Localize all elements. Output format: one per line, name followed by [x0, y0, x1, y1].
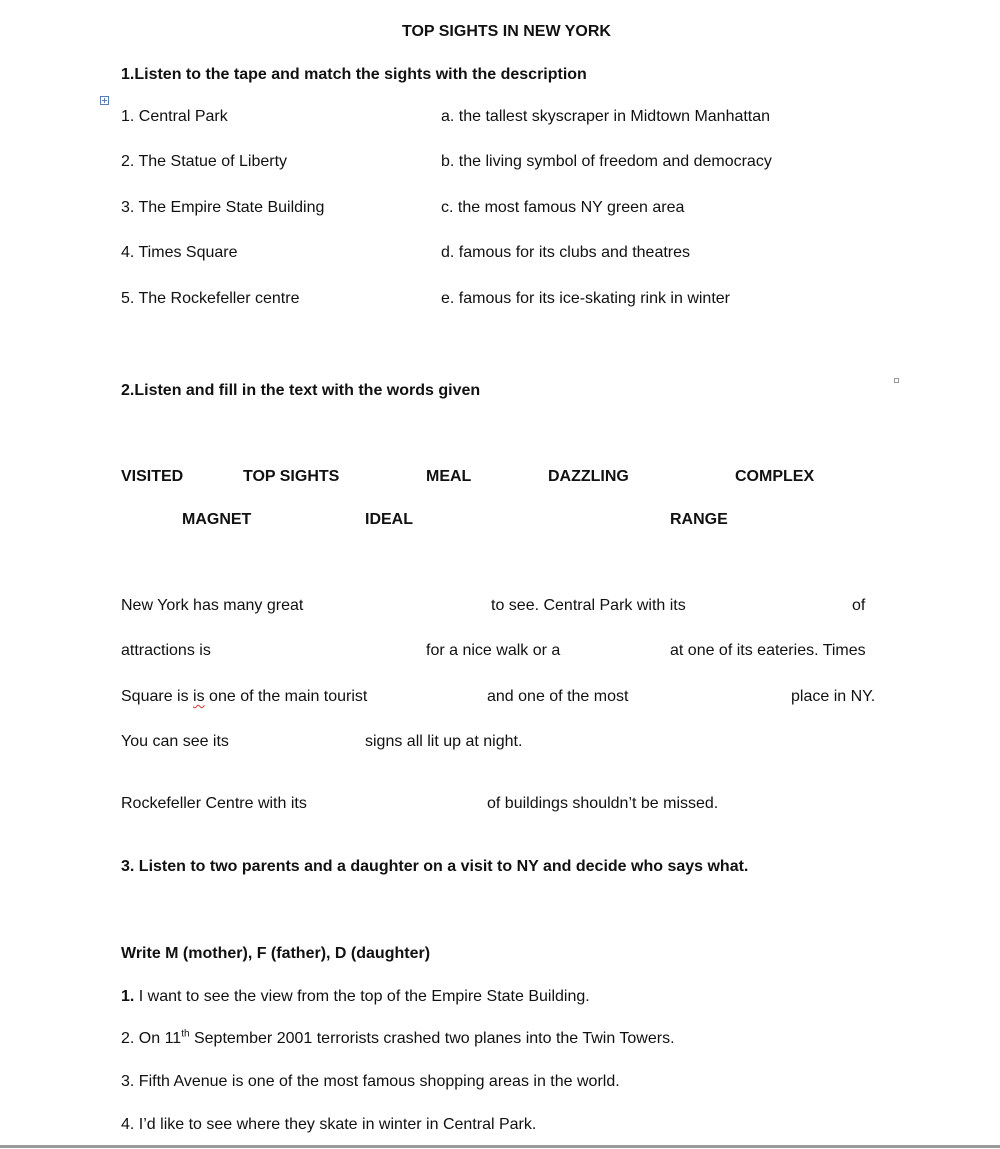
statement-item	[121, 987, 590, 1007]
gap-text-segment: of buildings shouldn’t be missed.	[487, 795, 719, 812]
page-title: TOP SIGHTS IN NEW YORK	[402, 23, 611, 40]
statement-number: 1.	[121, 988, 135, 1005]
sight-item: 3. The Empire State Building	[121, 199, 325, 216]
page-bottom-edge	[0, 1145, 1000, 1148]
section3-heading: 3. Listen to two parents and a daughter on a visit to NY and decide who says what.	[121, 858, 749, 875]
word-bank-item: MEAL	[426, 468, 472, 485]
description-item: e. famous for its ice-skating rink in winter	[441, 290, 730, 307]
spelling-error-word: is	[193, 688, 205, 705]
gap-text-segment: attractions is	[121, 642, 211, 659]
gap-text-segment: of	[852, 597, 866, 614]
description-item: b. the living symbol of freedom and democracy	[441, 153, 772, 170]
gap-text-segment: at one of its eateries. Times	[670, 642, 866, 659]
statement-text: I want to see the view from the top of the Empire State Building.	[134, 988, 590, 1005]
text-run: one of the main tourist	[204, 688, 368, 705]
gap-text-segment: place in NY.	[791, 688, 876, 705]
statement-text: September 2001 terrorists crashed two planes into the Twin Towers.	[189, 1030, 675, 1047]
word-bank-item: MAGNET	[182, 511, 252, 528]
sight-item: 1. Central Park	[121, 108, 228, 125]
ordinal-suffix: th	[181, 1028, 190, 1040]
section2-heading: 2.Listen and fill in the text with the words given	[121, 382, 481, 399]
word-bank-item: DAZZLING	[548, 468, 629, 485]
section3-instruction: Write M (mother), F (father), D (daughter)	[121, 945, 431, 962]
description-item: c. the most famous NY green area	[441, 199, 685, 216]
word-bank-item: TOP SIGHTS	[243, 468, 340, 485]
table-move-handle-icon[interactable]	[100, 96, 109, 105]
word-bank-item: IDEAL	[365, 511, 413, 528]
gap-text-segment: You can see its	[121, 733, 229, 750]
section1-heading: 1.Listen to the tape and match the sights with the description	[121, 66, 587, 83]
gap-text-segment: for a nice walk or a	[426, 642, 561, 659]
gap-text-segment: New York has many great	[121, 597, 304, 614]
gap-text-segment	[121, 687, 367, 707]
gap-text-segment: Rockefeller Centre with its	[121, 795, 307, 812]
description-item: d. famous for its clubs and theatres	[441, 244, 691, 261]
gap-text-segment: signs all lit up at night.	[365, 733, 523, 750]
sight-item: 5. The Rockefeller centre	[121, 290, 300, 307]
statement-item	[121, 1029, 675, 1049]
resize-handle-icon[interactable]	[894, 378, 899, 383]
sight-item: 4. Times Square	[121, 244, 238, 261]
word-bank-item: COMPLEX	[735, 468, 815, 485]
word-bank-item: VISITED	[121, 468, 184, 485]
statement-item: 3. Fifth Avenue is one of the most famous shopping areas in the world.	[121, 1073, 620, 1090]
statement-item: 4. I’d like to see where they skate in winter in Central Park.	[121, 1116, 537, 1133]
statement-text: 2. On 11	[121, 1030, 182, 1047]
gap-text-segment: to see. Central Park with its	[491, 597, 686, 614]
description-item: a. the tallest skyscraper in Midtown Manhattan	[441, 108, 771, 125]
word-bank-item: RANGE	[670, 511, 728, 528]
text-run: Square is	[121, 688, 194, 705]
sight-item: 2. The Statue of Liberty	[121, 153, 288, 170]
gap-text-segment: and one of the most	[487, 688, 629, 705]
